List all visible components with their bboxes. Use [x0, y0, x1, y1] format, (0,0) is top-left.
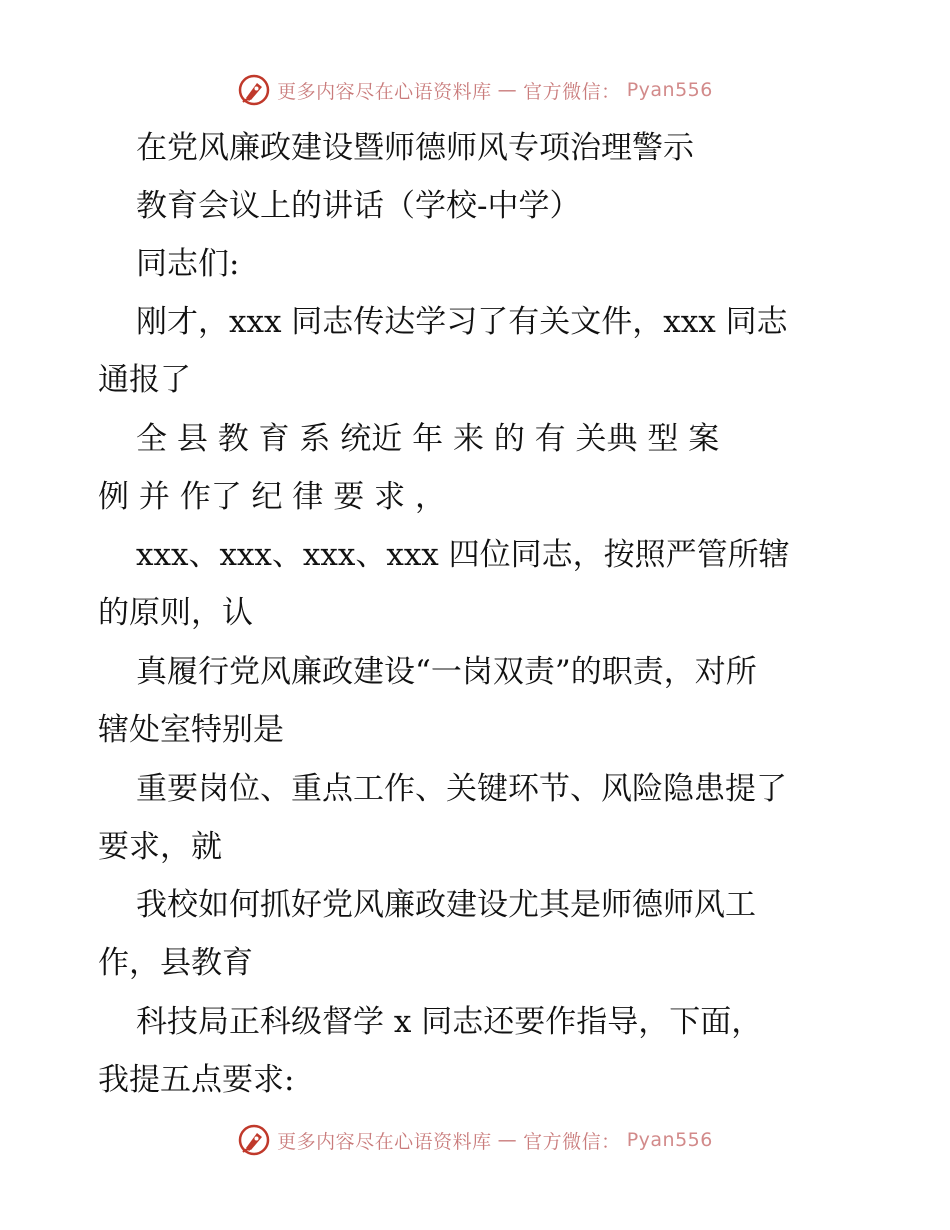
salutation: 同志们: — [136, 246, 240, 282]
header-watermark — [0, 70, 950, 110]
paragraph-line: 要求，就 — [98, 829, 222, 865]
paragraph-line: 重要岗位、重点工作、关键环节、风险隐患提了 — [136, 771, 787, 807]
pen-nib-seal-icon — [237, 73, 271, 107]
watermark-account: Pyan556 — [626, 1129, 713, 1151]
document-title-line-2: 教育会议上的讲话（学校-中学） — [136, 188, 581, 224]
paragraph-line: 我提五点要求: — [98, 1062, 295, 1098]
watermark-text: 更多内容尽在心语资料库 — [277, 80, 492, 103]
paragraph-line: 辖处室特别是 — [98, 712, 284, 748]
paragraph-line: 的原则，认 — [98, 595, 253, 631]
paragraph-line: 科技局正科级督学 x 同志还要作指导，下面， — [136, 1004, 763, 1040]
pen-nib-seal-icon — [237, 1123, 271, 1157]
paragraph-line: 通报了 — [98, 362, 191, 398]
paragraph-line: 我校如何抓好党风廉政建设尤其是师德师风工 — [136, 887, 756, 923]
paragraph-line: 例 并 作了 纪 律 要 求 ， — [98, 479, 446, 515]
watermark-separator: — — [497, 79, 518, 101]
paragraph-line: 真履行党风廉政建设“一岗双责”的职责，对所 — [136, 654, 757, 690]
footer-watermark — [0, 1120, 950, 1160]
paragraph-line: 作，县教育 — [98, 945, 253, 981]
watermark-official-label: 官方微信： — [523, 1130, 621, 1153]
watermark-separator: — — [497, 1129, 518, 1151]
paragraph-line: xxx、xxx、xxx、xxx 四位同志，按照严管所辖 — [136, 537, 790, 573]
paragraph-line: 全 县 教 育 系 统近 年 来 的 有 关典 型 案 — [136, 421, 720, 457]
watermark-text: 更多内容尽在心语资料库 — [277, 1130, 492, 1153]
paragraph-line: 刚才，xxx 同志传达学习了有关文件，xxx 同志 — [136, 304, 788, 340]
watermark-account: Pyan556 — [626, 79, 713, 101]
document-title-line-1: 在党风廉政建设暨师德师风专项治理警示 — [136, 130, 694, 166]
watermark-official-label: 官方微信： — [523, 80, 621, 103]
